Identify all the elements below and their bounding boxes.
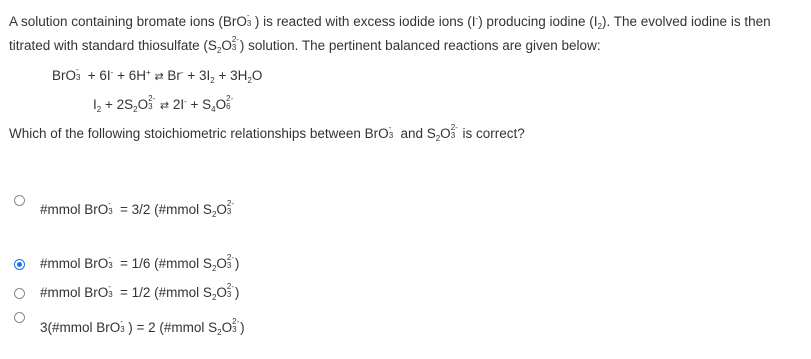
iodine-formula: $I_2$ bbox=[593, 14, 602, 31]
question-text-part: ) producing iodine ( bbox=[478, 14, 594, 29]
reaction-equation-1: BrO - 3 + 6I- + 6H+ ⇄ $Br^- + 3I_2 + 3H_2O$ bbox=[52, 65, 263, 85]
question-text bbox=[9, 10, 799, 58]
radio-button[interactable] bbox=[14, 195, 25, 206]
question-text-part: ) is reacted with excess iodide ions ( bbox=[254, 14, 472, 29]
option-thiosulfate-scripts: 2- 3 bbox=[226, 199, 235, 216]
bromate-formula: BrO - 3 bbox=[223, 14, 255, 29]
option-bromate-scripts: - 3 bbox=[108, 253, 113, 270]
question-text-part: ). The evolved iodine is then titrated with standard thiosulfate ( bbox=[9, 14, 771, 53]
option-label: #mmol BrO - 3 = 1/6 (#mmol $S_2O$ 2- 3 ) bbox=[40, 253, 240, 273]
option-label: 3(#mmol BrO - 3 ) = 2 (#mmol $S_2O$ 2- 3 ) bbox=[40, 317, 245, 337]
question-text-part: A solution containing bromate ions ( bbox=[9, 14, 223, 29]
radio-button[interactable] bbox=[14, 312, 25, 323]
option-bromate-scripts: - 3 bbox=[120, 317, 125, 334]
eq2-thiosulfate-scripts: 2- 3 bbox=[148, 94, 156, 111]
option-thiosulfate-scripts: 2- 3 bbox=[226, 253, 235, 270]
eq2-tetrathionate-scripts: 2- 6 bbox=[226, 94, 234, 111]
option-thiosulfate-scripts: 2- 3 bbox=[226, 282, 235, 299]
prompt-thiosulfate-scripts: 2- 3 bbox=[450, 123, 458, 140]
thiosulfate-scripts: 2- 3 bbox=[231, 35, 239, 52]
question-text-part: ) solution. The pertinent balanced reactions are given below: bbox=[239, 38, 601, 53]
bromate-scripts: - 3 bbox=[246, 11, 252, 28]
option-label: #mmol BrO - 3 = 3/2 (#mmol $S_2O$ 2- 3 bbox=[40, 199, 235, 219]
reaction-equation-2: $I_2 + 2S_2O$ 2- 3 ⇄ $2I^- + S_4O$ 2- 6 bbox=[93, 94, 234, 114]
equilibrium-arrow: ⇄ bbox=[159, 100, 170, 112]
question-prompt: Which of the following stoichiometric relationships between BrO - 3 and $S_2O$ 2- 3 is correct? bbox=[9, 123, 525, 143]
option-thiosulfate-scripts: 2- 3 bbox=[232, 317, 240, 334]
iodide-formula: I- bbox=[471, 14, 479, 29]
thiosulfate-formula: $S_2O$ 2- 3 bbox=[207, 35, 239, 55]
equilibrium-arrow: ⇄ bbox=[154, 71, 164, 83]
option-bromate-scripts: - 3 bbox=[108, 282, 113, 299]
eq1-bromate-scripts: - 3 bbox=[76, 65, 81, 82]
radio-button-selected[interactable] bbox=[14, 259, 25, 270]
prompt-bromate-scripts: - 3 bbox=[388, 123, 394, 140]
option-bromate-scripts: - 3 bbox=[108, 199, 113, 216]
radio-button[interactable] bbox=[14, 288, 25, 299]
option-label: #mmol BrO - 3 = 1/2 (#mmol $S_2O$ 2- 3 ) bbox=[40, 282, 240, 302]
